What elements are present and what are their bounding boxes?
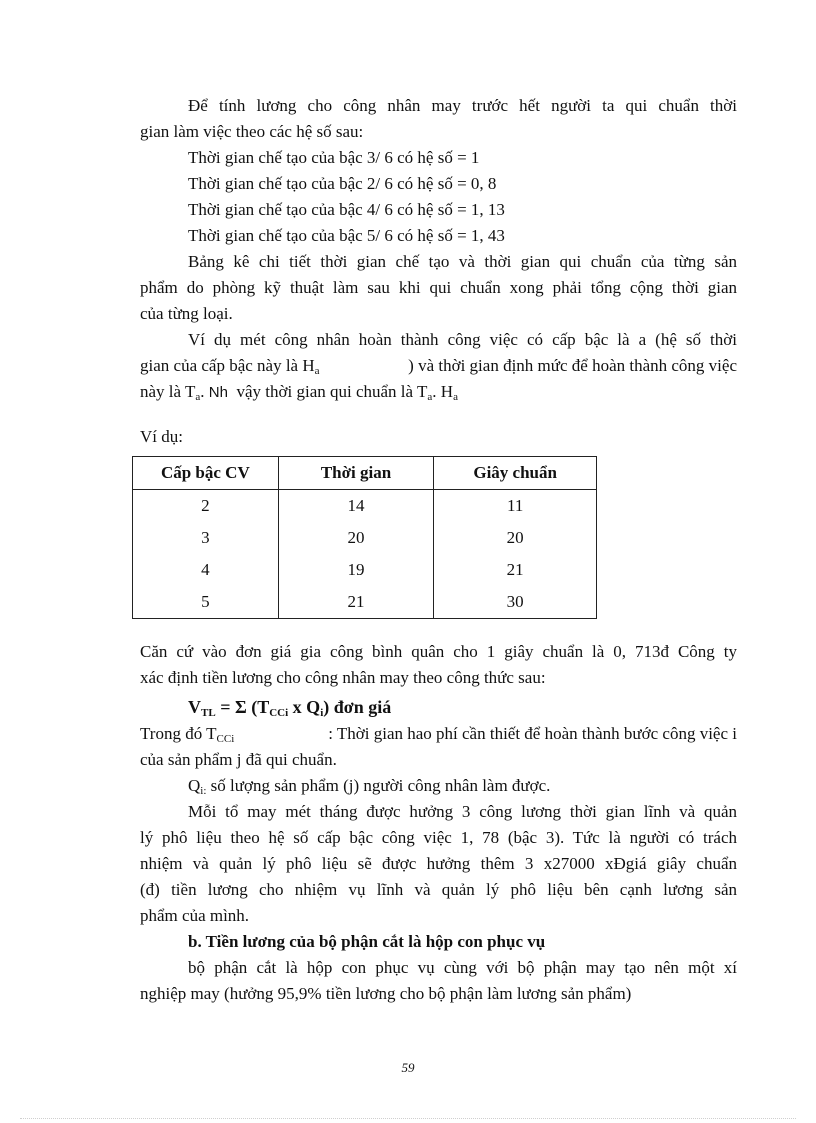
bonus-line-5: phẩm của mình. <box>140 906 250 925</box>
table-cell: 5 <box>133 586 279 619</box>
table-header-row <box>133 457 597 490</box>
unit-price-line-2: xác định tiền lương cho công nhân may theo công thức sau: <box>140 668 546 687</box>
example-line-2 <box>140 355 737 377</box>
table-header: Giây chuẩn <box>434 457 597 490</box>
table-cell: 21 <box>278 586 434 619</box>
example-line-3: này là $T_a$. Nh vậy thời gian qui chuẩn là $T_a$. $H_a$ <box>140 382 458 403</box>
table-cell: 3 <box>133 522 279 554</box>
bonus-line-1: Mỗi tổ may mét tháng được hưởng 3 công lương thời gian lĩnh và quản <box>188 802 737 821</box>
example-line-2-part-a: gian của cấp bậc này là $H_a$ <box>140 356 320 377</box>
definition-line-1 <box>140 723 737 745</box>
example-label: Ví dụ: <box>140 427 183 446</box>
page-bottom-divider <box>20 1118 796 1120</box>
summary-line-3: của từng loại. <box>140 304 233 323</box>
table-cell: 30 <box>434 586 597 619</box>
table-cell: 4 <box>133 554 279 586</box>
table-row <box>133 490 597 523</box>
wage-formula: $V_{TL} = \Sigma$ ($T_{CCi}$ x $Q_i$) đơn giá <box>188 697 392 719</box>
table-cell: 20 <box>434 522 597 554</box>
unit-price-line-1: Căn cứ vào đơn giá gia công bình quân cho 1 giây chuẩn là 0, 713đ Công ty <box>140 642 737 661</box>
coefficient-line: Thời gian chế tạo của bậc 5/ 6 có hệ số = 1, 43 <box>188 226 505 245</box>
summary-line-2: phẩm do phòng kỹ thuật làm sau khi qui chuẩn xong phải tổng cộng thời gian <box>140 278 737 297</box>
definition-text: : Thời gian hao phí cần thiết để hoàn thành bước công việc i <box>328 724 737 743</box>
definition-line-3: $Q_{i:}$ số lượng sản phẩm (j) người công nhân làm được. <box>188 776 551 797</box>
table-cell: 21 <box>434 554 597 586</box>
bonus-line-2: lý phô liệu theo hệ số cấp bậc công việc 1, 78 (bậc 3). Tức là người có trách <box>140 828 737 847</box>
table-row <box>133 554 597 586</box>
table-cell: 14 <box>278 490 434 523</box>
summary-line-1: Bảng kê chi tiết thời gian chế tạo và thời gian qui chuẩn của từng sản <box>188 252 737 271</box>
coefficient-line: Thời gian chế tạo của bậc 2/ 6 có hệ số = 0, 8 <box>188 174 497 193</box>
definition-term: Trong đó $T_{CCi}$ <box>140 724 235 745</box>
example-line-1: Ví dụ mét công nhân hoàn thành công việc có cấp bậc là a (hệ số thời <box>188 330 737 349</box>
table-row <box>133 522 597 554</box>
example-line-2-part-b: ) và thời gian định mức để hoàn thành công việc <box>408 356 737 375</box>
intro-line-1: Để tính lương cho công nhân may trước hết người ta qui chuẩn thời <box>188 96 737 115</box>
table-cell: 2 <box>133 490 279 523</box>
coefficient-line: Thời gian chế tạo của bậc 3/ 6 có hệ số = 1 <box>188 148 480 167</box>
intro-line-2: gian làm việc theo các hệ số sau: <box>140 122 364 141</box>
section-b-line-2: nghiệp may (hưởng 95,9% tiền lương cho bộ phận làm lương sản phẩm) <box>140 984 632 1003</box>
table-cell: 20 <box>278 522 434 554</box>
page-number: 59 <box>401 1060 415 1075</box>
table-row <box>133 586 597 619</box>
section-b-line-1: bộ phận cắt là hộp con phục vụ cùng với bộ phận may tạo nên một xí <box>188 958 737 977</box>
table-cell: 11 <box>434 490 597 523</box>
coefficient-line: Thời gian chế tạo của bậc 4/ 6 có hệ số = 1, 13 <box>188 200 505 219</box>
table-header: Thời gian <box>278 457 434 490</box>
bonus-line-3: nhiệm và quản lý phô liệu sẽ được hưởng thêm 3 x27000 xĐgiá giây chuẩn <box>140 854 737 873</box>
grade-time-table <box>132 456 597 619</box>
section-b-heading: b. Tiền lương của bộ phận cắt là hộp con phục vụ <box>188 932 546 951</box>
bonus-line-4: (đ) tiền lương cho nhiệm vụ lĩnh và quản lý phô liệu bên cạnh lương sản <box>140 880 737 899</box>
definition-line-2: của sản phẩm j đã qui chuẩn. <box>140 750 337 769</box>
table-header: Cấp bậc CV <box>133 457 279 490</box>
table-cell: 19 <box>278 554 434 586</box>
